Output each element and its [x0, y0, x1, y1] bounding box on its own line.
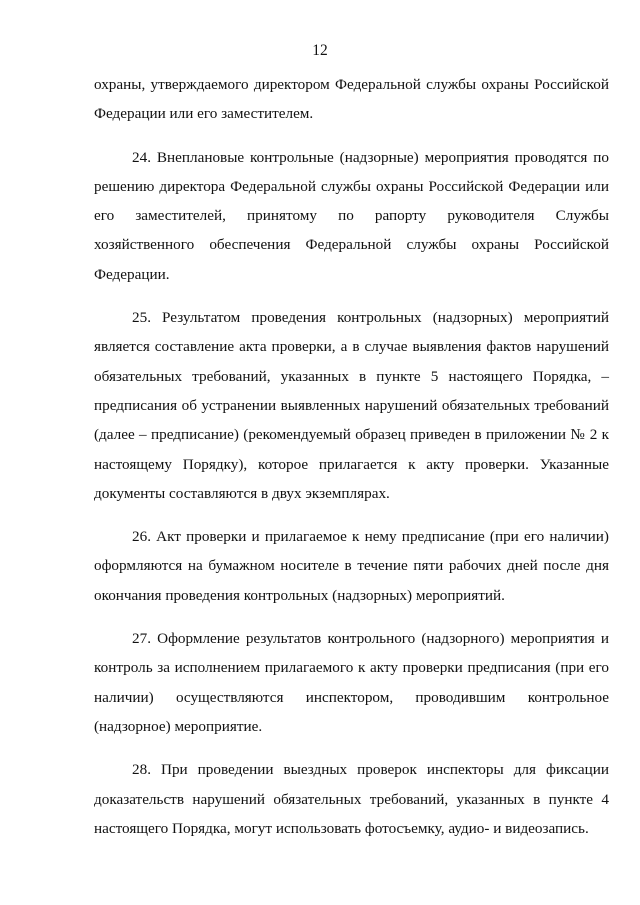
document-body: [94, 70, 609, 843]
paragraph-26: 26. Акт проверки и прилагаемое к нему предписание (при его наличии) оформляются на бумажном носителе в течение пяти рабочих дней после дня окончания проведения контрольных (надзорных) мероприятий.: [94, 528, 609, 604]
paragraph-28: 28. При проведении выездных проверок инспекторы для фиксации доказательств нарушений обязательных требований, указанных в пункте 4 настоящего Порядка, могут использовать фотосъемку, аудио- и видеозапись.: [94, 761, 609, 837]
page-number: 12: [312, 42, 328, 59]
paragraph-25: 25. Результатом проведения контрольных (надзорных) мероприятий является составление акта проверки, а в случае выявления фактов нарушений обязательных требований, указанных в пункте 5 настоящего Порядка, – предписания об устранении выявленных нарушений обязательных требований (далее – предписание) (рекомендуемый образец приведен в приложении № 2 к настоящему Порядку), которое прилагается к акту проверки. Указанные документы составляются в двух экземплярах.: [94, 309, 609, 502]
paragraph-continuation: охраны, утверждаемого директором Федеральной службы охраны Российской Федерации или его заместителем.: [94, 76, 609, 123]
paragraph-24: 24. Внеплановые контрольные (надзорные) мероприятия проводятся по решению директора Федеральной службы охраны Российской Федерации или его заместителей, принятому по рапорту руководителя Службы хозяйственного обеспечения Федеральной службы охраны Российской Федерации.: [94, 148, 609, 283]
paragraph-27: 27. Оформление результатов контрольного (надзорного) мероприятия и контроль за исполнением прилагаемого к акту проверки предписания (при его наличии) осуществляются инспектором, проводившим контрольное (надзорное) мероприятие.: [94, 630, 609, 735]
